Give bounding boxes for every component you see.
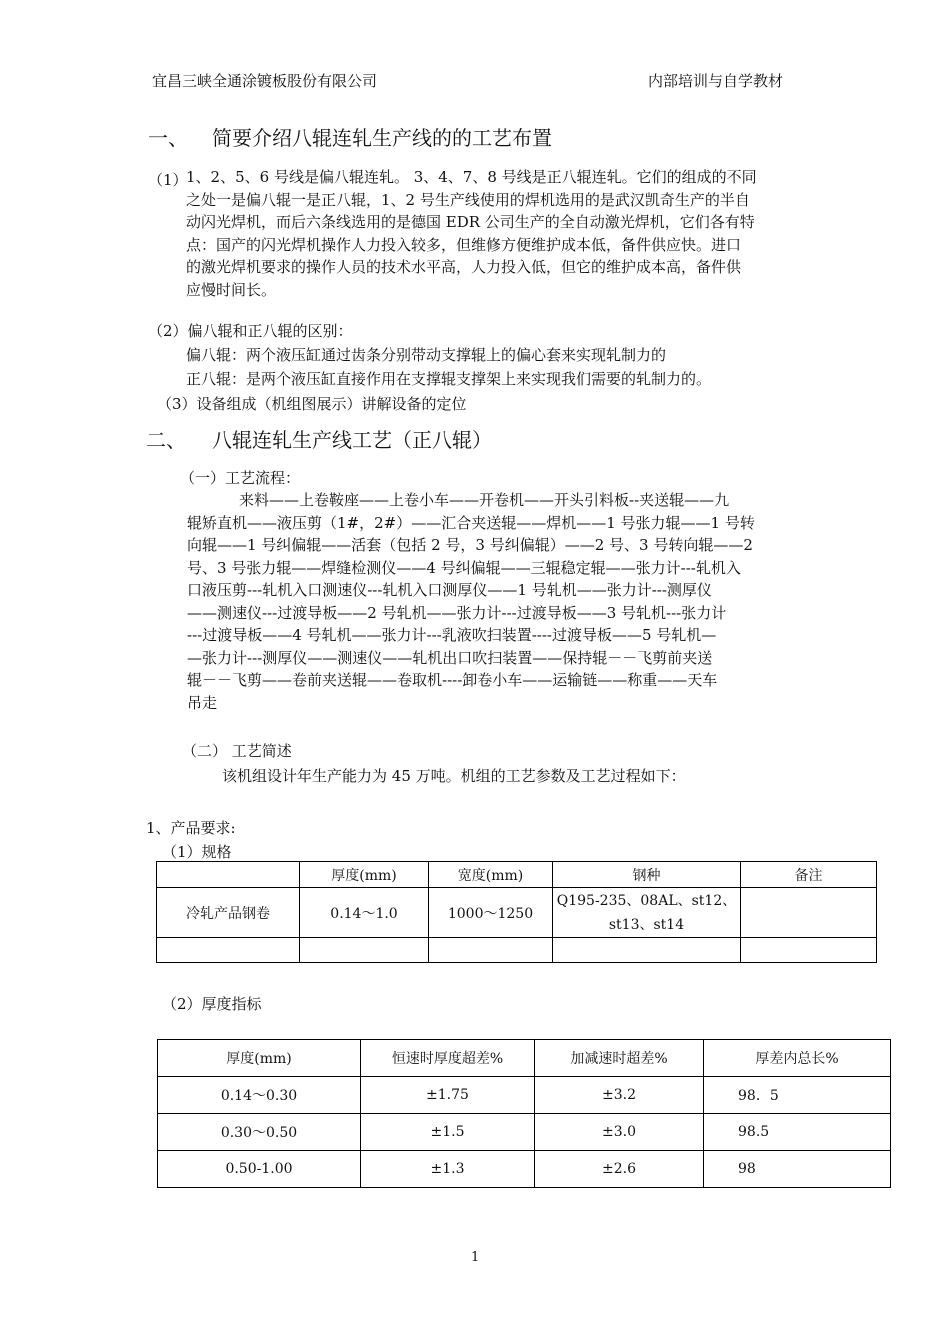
thick-cell: ±3.2 — [535, 1077, 704, 1114]
spec-cell-note — [741, 888, 877, 938]
thick-cell: ±2.6 — [535, 1151, 704, 1188]
flow-line: 号、3 号张力辊——焊缝检测仪——4 号纠偏辊——三辊稳定辊——张力计---轧机入 — [187, 558, 741, 577]
spec-cell-width: 1000～1250 — [429, 888, 553, 938]
spec-steel-line: st13、st14 — [608, 916, 685, 933]
thick-cell: 0.50-1.00 — [158, 1151, 361, 1188]
item1-line: 1、2、5、6 号线是偏八辊连轧。 3、4、7、8 号线是正八辊连轧。它们的组成的不同 — [186, 168, 757, 186]
thick-header-cell: 加减速时超差% — [535, 1040, 704, 1077]
spec-header-cell: 宽度(mm) — [429, 862, 553, 888]
section1-item1-paragraph — [186, 166, 826, 301]
section2-number: 二、 — [146, 428, 186, 452]
table-row — [157, 938, 877, 963]
page-number: 1 — [471, 1250, 480, 1265]
flow-paragraph — [187, 489, 827, 714]
spec-cell-name: 冷轧产品钢卷 — [157, 888, 300, 938]
thick-header-cell: 恒速时厚度超差% — [361, 1040, 535, 1077]
header-doc-type: 内部培训与自学教材 — [648, 72, 784, 90]
thick-cell: 98．5 — [704, 1077, 891, 1114]
product-heading: 1、产品要求: — [146, 819, 236, 837]
table-row — [157, 888, 877, 938]
flow-line: 来料——上卷鞍座——上卷小车——开卷机——开头引料板--夹送辊——九 — [239, 491, 730, 509]
section2-title: 八辊连轧生产线工艺（正八辊） — [212, 428, 492, 452]
flow-line: ——测速仪---过渡导板——2 号轧机——张力计---过渡导板——3 号轧机---张力计 — [187, 603, 727, 622]
brief-text: 该机组设计年生产能力为 45 万吨。机组的工艺参数及工艺过程如下： — [222, 767, 686, 785]
spec-cell-empty — [300, 938, 429, 963]
spec-cell-thickness: 0.14～1.0 — [300, 888, 429, 938]
thick-cell: 0.30～0.50 — [158, 1114, 361, 1151]
section1-item2-b: 正八辊：是两个液压缸直接作用在支撑辊支撑架上来实现我们需要的轧制力的。 — [186, 370, 712, 388]
thick-heading: （2）厚度指标 — [162, 995, 262, 1013]
flow-line: —张力计---测厚仪——测速仪——轧机出口吹扫装置——保持辊－－飞剪前夹送 — [187, 648, 713, 667]
table-row — [158, 1077, 891, 1114]
spec-heading: （1）规格 — [162, 843, 232, 861]
spec-cell-empty — [741, 938, 877, 963]
thick-cell: 98.5 — [704, 1114, 891, 1151]
spec-header-cell: 备注 — [741, 862, 877, 888]
thick-cell: ±1.5 — [361, 1114, 535, 1151]
item1-line: 点：国产的闪光焊机操作人力投入较多，但维修方便维护成本低，备件供应快。进口 — [186, 235, 742, 254]
spec-header-cell — [157, 862, 300, 888]
flow-line: ---过渡导板——4 号轧机——张力计---乳液吹扫装置----过渡导板——5 号轧机— — [187, 626, 717, 644]
spec-cell-empty — [429, 938, 553, 963]
table-row — [158, 1114, 891, 1151]
brief-heading: （二） 工艺简述 — [182, 742, 292, 760]
section1-item3: （3）设备组成（机组图展示）讲解设备的定位 — [157, 395, 467, 413]
spec-cell-empty — [553, 938, 741, 963]
spec-cell-empty — [157, 938, 300, 963]
flow-line: 辊矫直机——液压剪（1#，2#）——汇合夹送辊——焊机——1 号张力辊——1 号转 — [187, 513, 755, 532]
table-row — [158, 1151, 891, 1188]
header-company: 宜昌三峡全通涂镀板股份有限公司 — [152, 72, 378, 90]
flow-line: 吊走 — [187, 693, 218, 712]
flow-line: 口液压剪---轧机入口测速仪---轧机入口测厚仪——1 号轧机——张力计---测厚仪 — [187, 581, 712, 599]
item1-line: 之处一是偏八辊一是正八辊，1、2 号生产线使用的焊机选用的是武汉凯奇生产的半自 — [186, 190, 750, 209]
thick-cell: 98 — [704, 1151, 891, 1188]
spec-header-cell: 厚度(mm) — [300, 862, 429, 888]
item1-line: 动闪光焊机，而后六条线选用的是德国 EDR 公司生产的全自动激光焊机，它们各有特 — [186, 213, 755, 231]
spec-table-header-row — [157, 862, 877, 888]
flow-heading: （一）工艺流程： — [180, 469, 301, 487]
item1-line: 应慢时间长。 — [186, 280, 277, 299]
spec-header-cell: 钢种 — [553, 862, 741, 888]
thickness-table — [157, 1039, 891, 1188]
thick-header-cell: 厚度(mm) — [158, 1040, 361, 1077]
section1-item1-prefix: （1） — [148, 171, 188, 189]
thick-cell: ±1.75 — [361, 1077, 535, 1114]
spec-cell-steel — [553, 888, 741, 938]
thick-cell: 0.14～0.30 — [158, 1077, 361, 1114]
thick-header-cell: 厚差内总长% — [704, 1040, 891, 1077]
spec-table — [156, 861, 877, 963]
item1-line: 的激光焊机要求的操作人员的技术水平高，人力投入低，但它的维护成本高，备件供 — [186, 258, 742, 276]
section1-item2-a: 偏八辊：两个液压缸通过齿条分别带动支撑辊上的偏心套来实现轧制力的 — [186, 346, 667, 364]
spec-steel-line: Q195-235、08AL、st12、 — [556, 892, 737, 909]
flow-line: 辊－－飞剪——卷前夹送辊——卷取机----卸卷小车——运输链——称重——天车 — [187, 671, 718, 689]
flow-line: 向辊——1 号纠偏辊——活套（包括 2 号，3 号纠偏辊）——2 号、3 号转向辊——2 — [187, 536, 753, 554]
section1-item2: （2）偏八辊和正八辊的区别： — [148, 322, 353, 340]
section1-number: 一、 — [148, 126, 188, 150]
thick-cell: ±1.3 — [361, 1151, 535, 1188]
section1-title: 简要介绍八辊连轧生产线的的工艺布置 — [212, 126, 552, 150]
thick-table-header-row — [158, 1040, 891, 1077]
thick-cell: ±3.0 — [535, 1114, 704, 1151]
